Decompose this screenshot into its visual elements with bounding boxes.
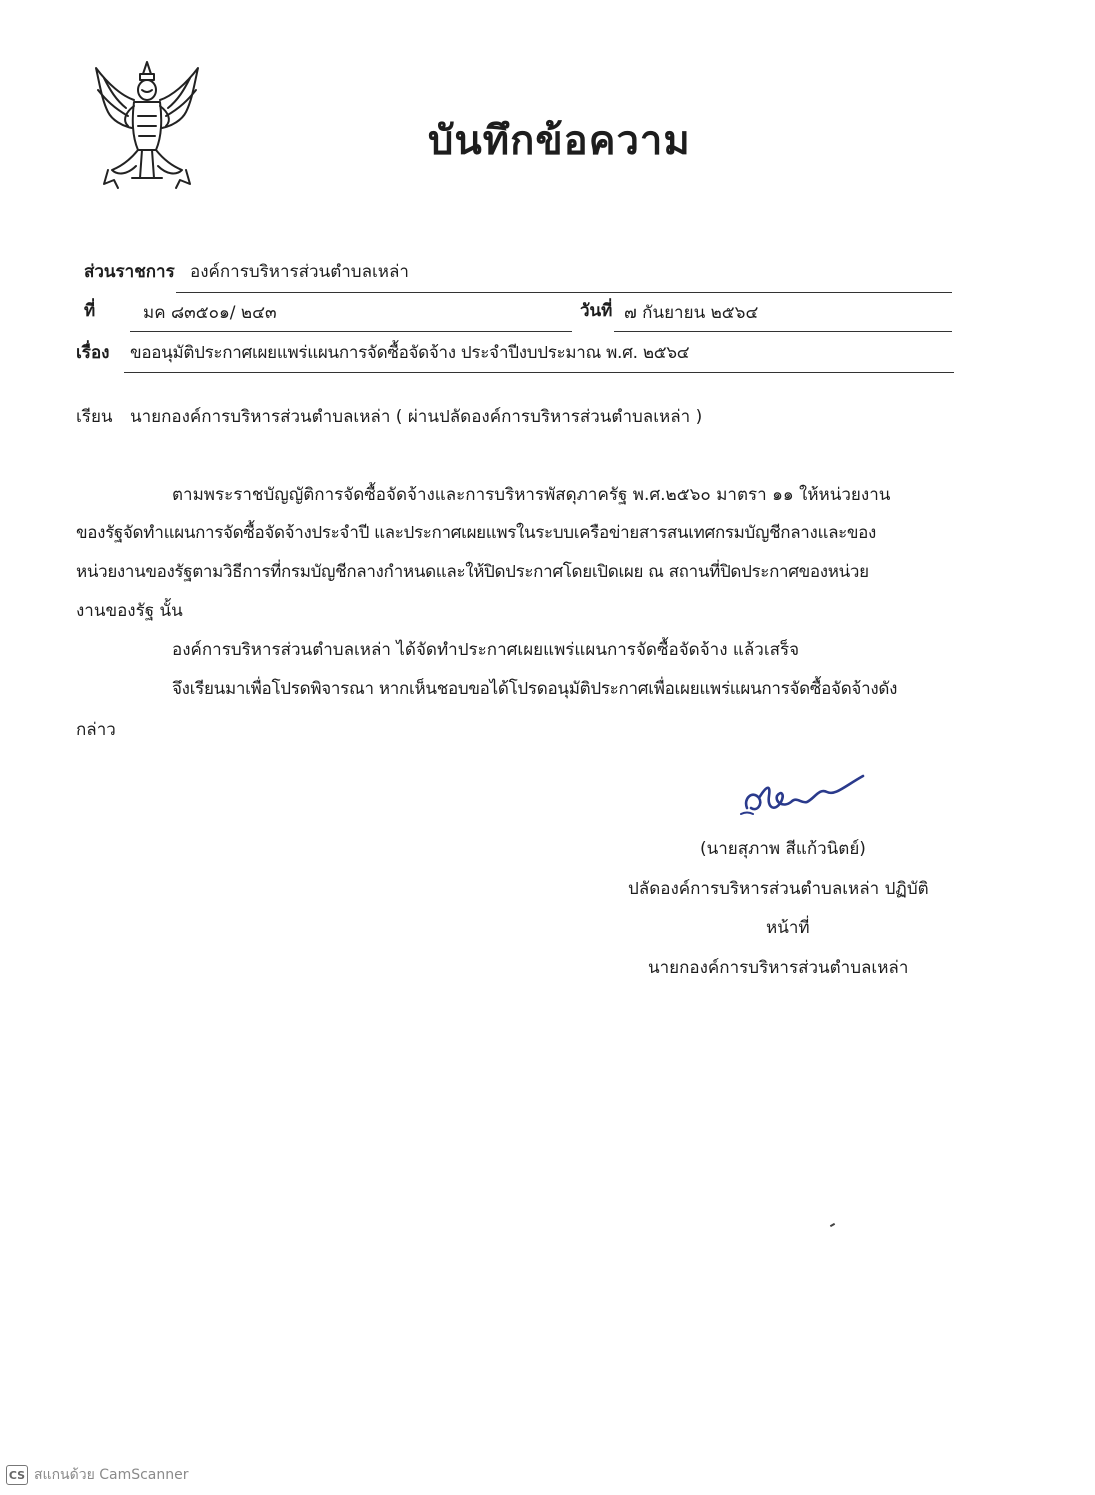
department-underline (176, 292, 952, 293)
body-p1-line4: งานของรัฐ นั้น (76, 601, 183, 621)
body-p2: องค์การบริหารส่วนตำบลเหล่า ได้จัดทำประกาศเผยแพร่แผนการจัดซื้อจัดจ้าง แล้วเสร็จ (172, 640, 800, 660)
scanner-watermark-text: สแกนด้วย CamScanner (34, 1467, 189, 1483)
garuda-emblem-icon (82, 56, 212, 196)
date-label: วันที่ (580, 301, 613, 321)
camscanner-logo-icon: CS (6, 1465, 28, 1485)
subject-value: ขออนุมัติประกาศเผยแพร่แผนการจัดซื้อจัดจ้าง ประจำปีงบประมาณ พ.ศ. ๒๕๖๔ (130, 343, 690, 363)
body-p3-line1: จึงเรียนมาเพื่อโปรดพิจารณา หากเห็นชอบขอได้โปรดอนุมัติประกาศเพื่อเผยแพร่แผนการจัดซื้อจัดจ้างดัง (172, 679, 898, 699)
signer-position-line1: ปลัดองค์การบริหารส่วนตำบลเหล่า ปฏิบัติ (628, 879, 929, 899)
memo-title: บันทึกข้อความ (428, 118, 691, 164)
signer-name: (นายสุภาพ สีแก้วนิตย์) (700, 839, 866, 859)
date-underline (614, 331, 952, 332)
body-p1-line2: ของรัฐจัดทำแผนการจัดซื้อจัดจ้างประจำปี และประกาศเผยแพรในระบบเครือข่ายสารสนเทศกรมบัญชีกลางและของ (76, 523, 876, 543)
scan-speck (830, 1223, 835, 1227)
body-p3-line2: กล่าว (76, 720, 116, 740)
ref-underline (130, 331, 572, 332)
subject-label: เรื่อง (76, 343, 110, 363)
subject-underline (124, 372, 954, 373)
signer-position-line3: นายกองค์การบริหารส่วนตำบลเหล่า (648, 958, 909, 978)
body-p1-line3: หน่วยงานของรัฐตามวิธีการที่กรมบัญชีกลางกำหนดและให้ปิดประกาศโดยเปิดเผย ณ สถานที่ปิดประกาศของหน่วย (76, 562, 869, 582)
ref-value: มค ๘๓๕๐๑/ ๒๔๓ (143, 303, 277, 323)
salutation-value: นายกองค์การบริหารส่วนตำบลเหล่า ( ผ่านปลัดองค์การบริหารส่วนตำบลเหล่า ) (130, 407, 703, 427)
department-label: ส่วนราชการ (84, 262, 175, 282)
date-value: ๗ กันยายน ๒๕๖๔ (624, 303, 759, 323)
handwritten-signature-icon (735, 768, 875, 824)
scanner-watermark (6, 1463, 189, 1487)
salutation-label: เรียน (76, 407, 113, 427)
department-value: องค์การบริหารส่วนตำบลเหล่า (190, 262, 409, 282)
ref-label: ที่ (84, 301, 96, 321)
signer-position-line2: หน้าที่ (766, 918, 810, 938)
body-p1-line1: ตามพระราชบัญญัติการจัดซื้อจัดจ้างและการบริหารพัสดุภาครัฐ พ.ศ.๒๕๖๐ มาตรา ๑๑ ให้หน่วยงาน (172, 485, 891, 505)
